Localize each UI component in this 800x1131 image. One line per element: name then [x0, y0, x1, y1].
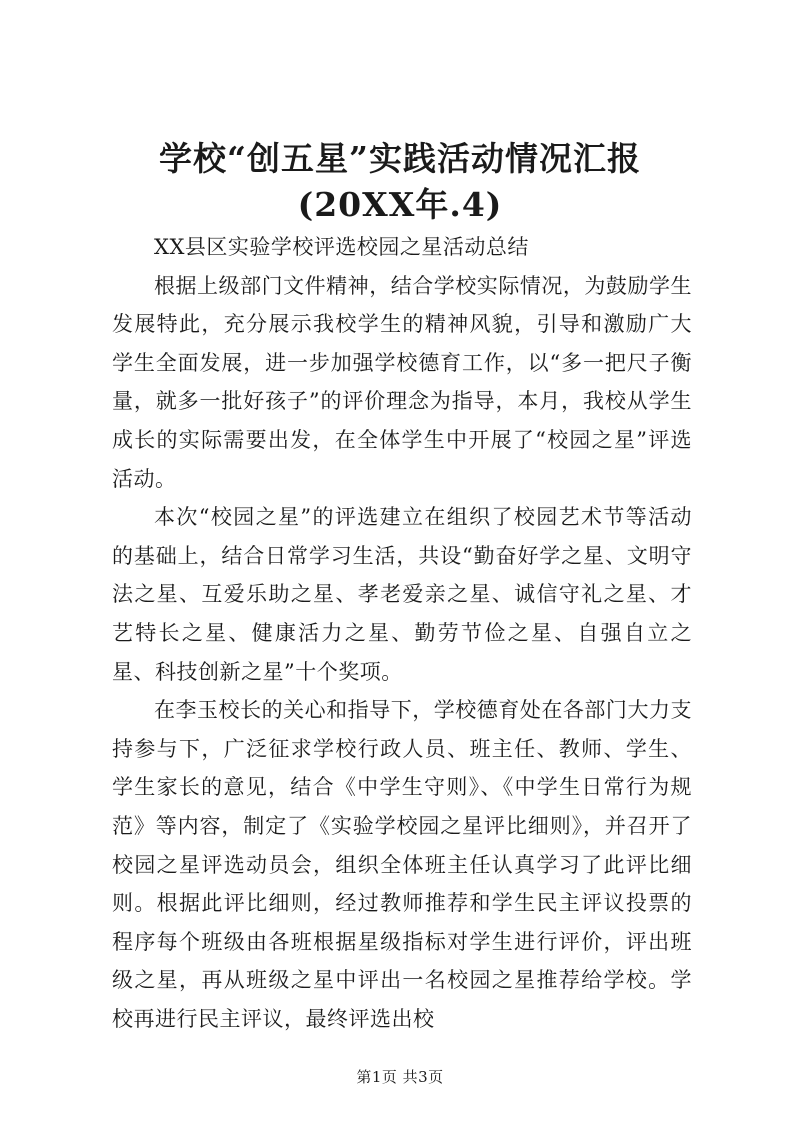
document-body: [112, 228, 692, 1038]
paragraph: 在李玉校长的关心和指导下，学校德育处在各部门大力支持参与下，广泛征求学校行政人员、班主任、教师、学生、学生家长的意见，结合《中学生守则》、《中学生日常行为规范》等内容，制定了《实验学校园之星评比细则》，并召开了校园之星评选动员会，组织全体班主任认真学习了此评比细则。根据此评比细则，经过教师推荐和学生民主评议投票的程序每个班级由各班根据星级指标对学生进行评价，评出班级之星，再从班级之星中评出一名校园之星推荐给学校。学校再进行民主评议，最终评选出校: [112, 698, 692, 1031]
document-subtitle: XX县区实验学校评选校园之星活动总结: [154, 235, 529, 259]
page-footer: 第1页 共3页: [356, 1068, 444, 1086]
paragraph: 根据上级部门文件精神，结合学校实际情况，为鼓励学生发展特此，充分展示我校学生的精神风貌，引导和激励广大学生全面发展，进一步加强学校德育工作，以“多一把尺子衡量，就多一批好孩子”的评价理念为指导，本月，我校从学生成长的实际需要出发，在全体学生中开展了“校园之星”评选活动。: [112, 273, 692, 491]
paragraph: 本次“校园之星”的评选建立在组织了校园艺术节等活动的基础上，结合日常学习生活，共设“勤奋好学之星、文明守法之星、互爱乐助之星、孝老爱亲之星、诚信守礼之星、才艺特长之星、健康活力之星、勤劳节俭之星、自强自立之星、科技创新之星”十个奖项。: [112, 505, 692, 684]
document-title: 学校“创五星”实践活动情况汇报(20XX年.4): [159, 139, 641, 224]
